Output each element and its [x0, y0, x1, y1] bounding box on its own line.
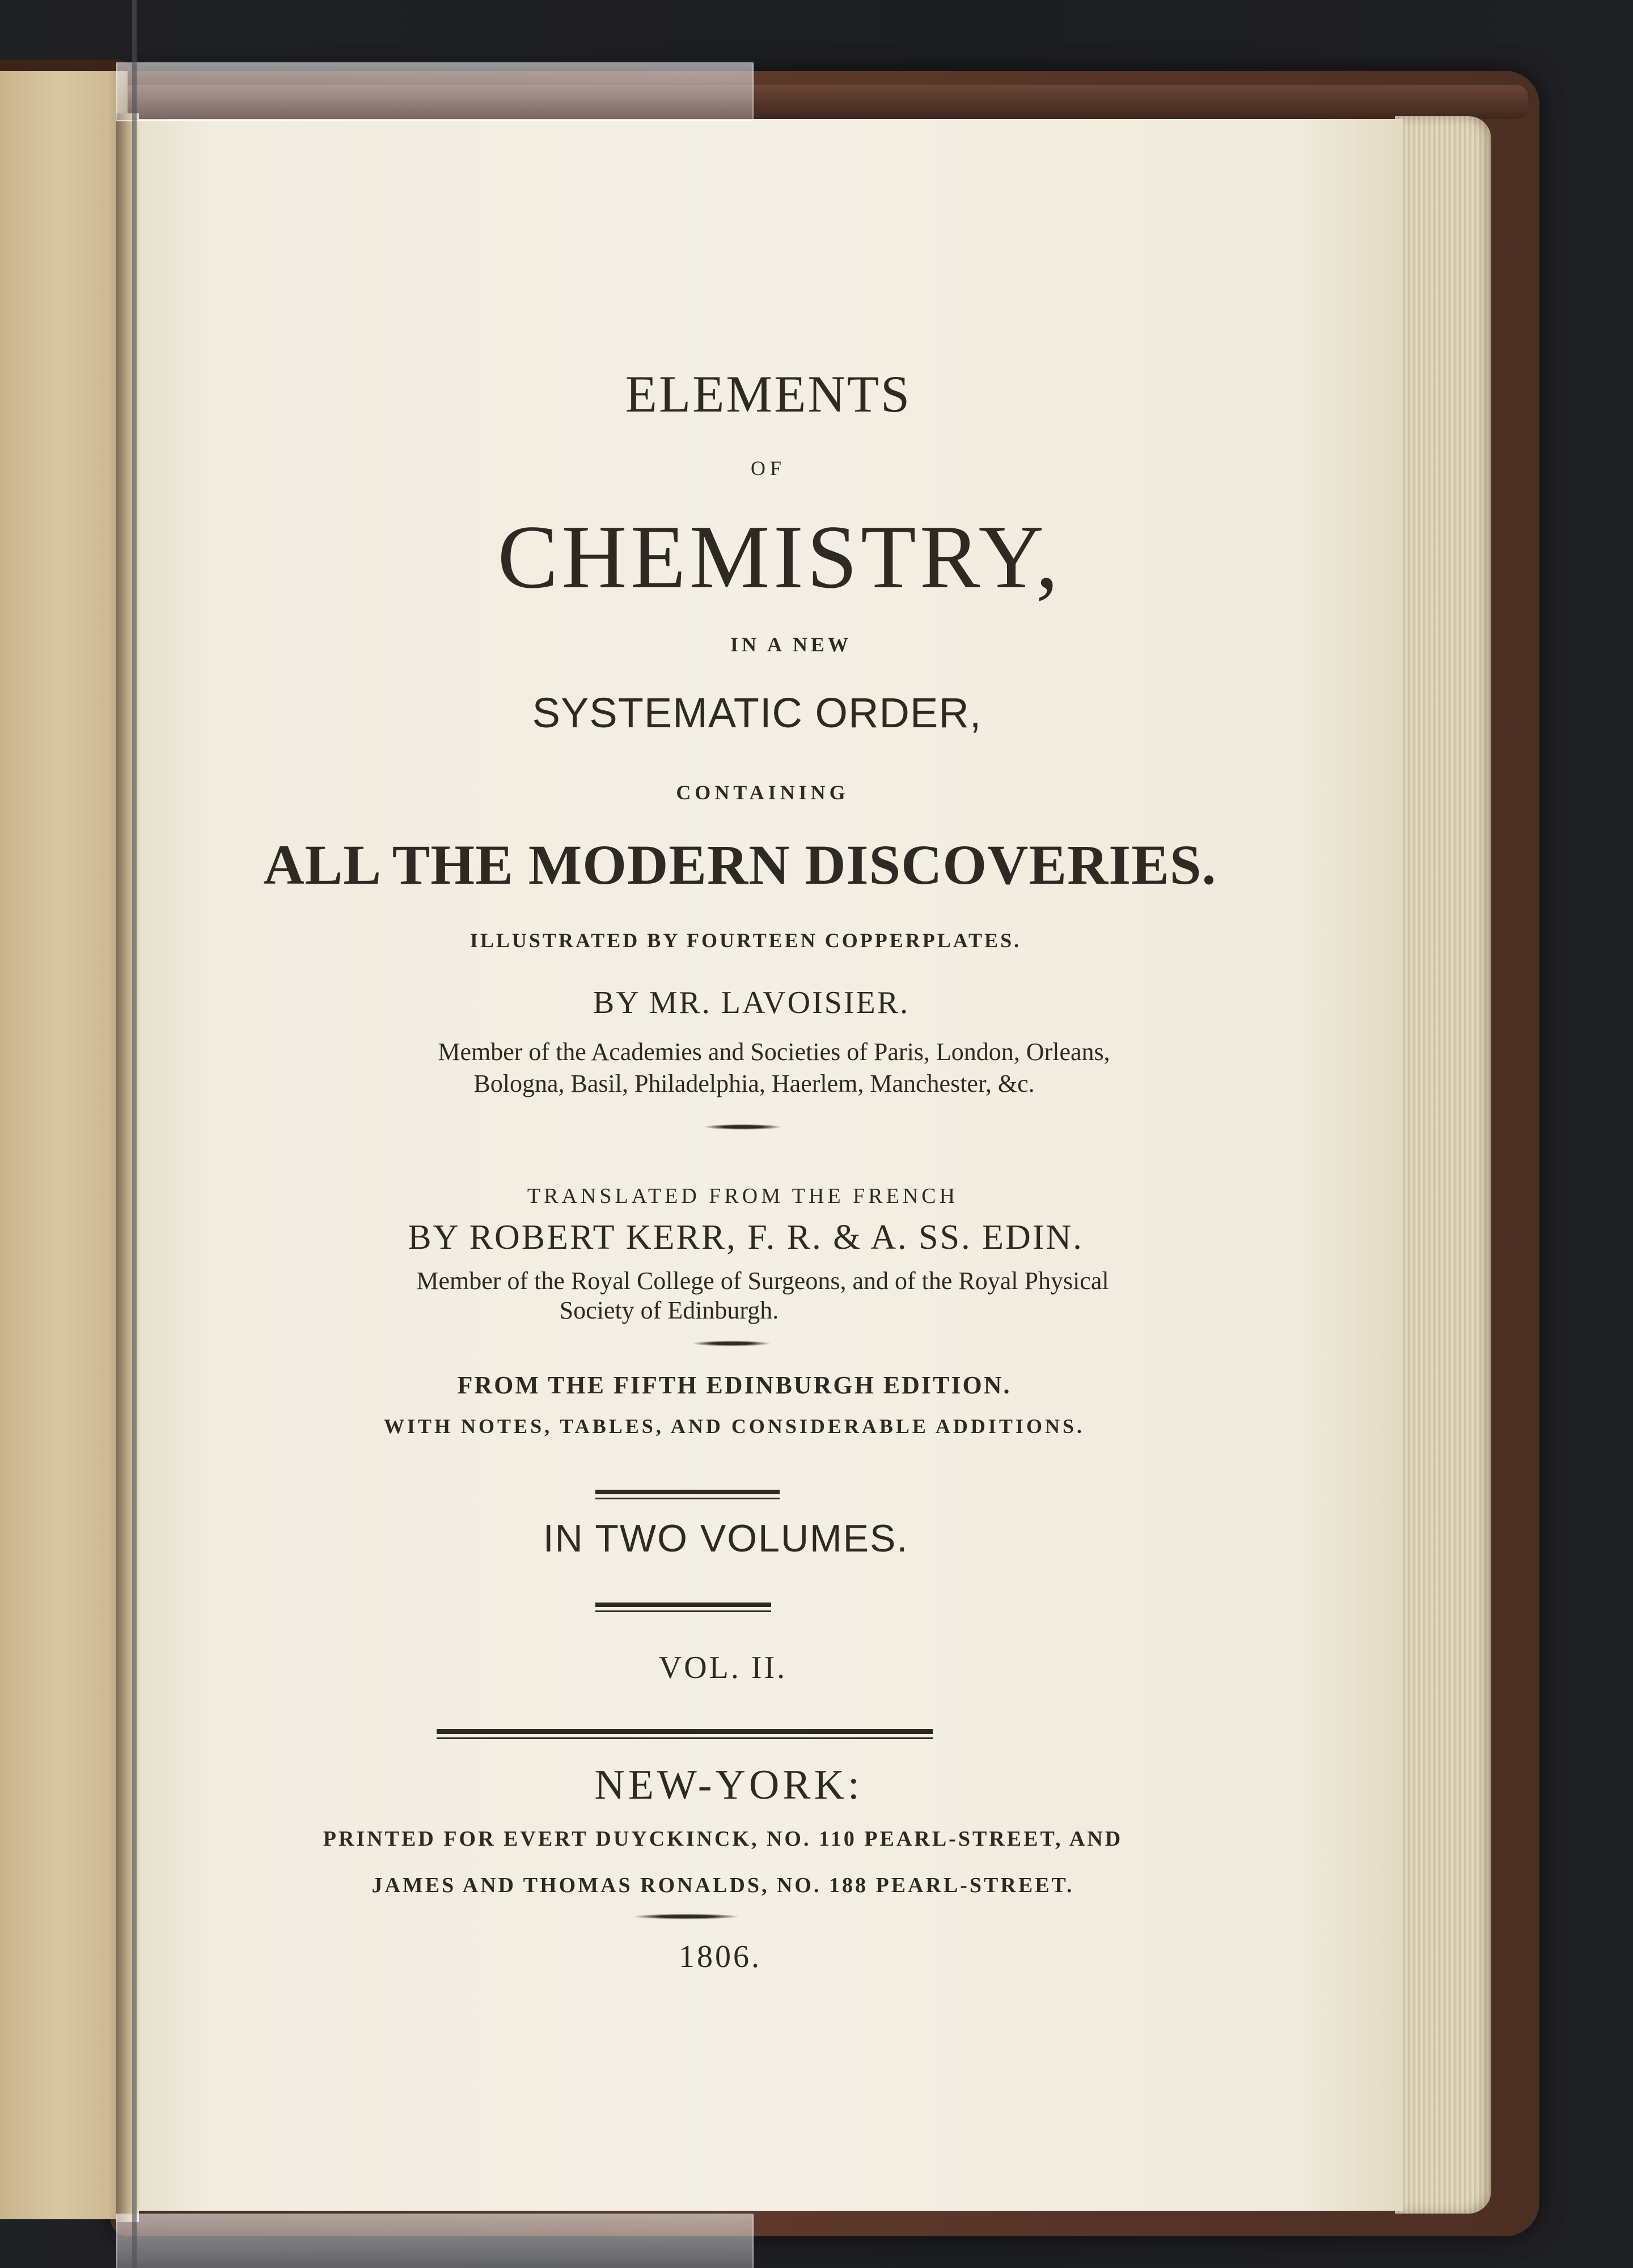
imprint-year: 1806. [679, 1939, 761, 1974]
subtitle-systematic-order: SYSTEMATIC ORDER, [532, 689, 982, 736]
main-title: CHEMISTRY, [497, 506, 1062, 607]
author-membership-1: Member of the Academies and Societies of Paris, London, Orleans, [438, 1038, 1110, 1066]
double-rule [595, 1490, 780, 1494]
edition-line: FROM THE FIFTH EDINBURGH EDITION. [457, 1371, 1012, 1399]
translator-line: BY ROBERT KERR, F. R. & A. SS. EDIN. [408, 1218, 1084, 1257]
printer-line-2: JAMES AND THOMAS RONALDS, NO. 188 PEARL-STREET. [371, 1873, 1074, 1897]
additions-line: WITH NOTES, TABLES, AND CONSIDERABLE ADDITIONS. [384, 1415, 1085, 1438]
imprint-place: NEW-YORK: [594, 1762, 863, 1808]
page-edges [1395, 116, 1491, 2214]
title-of: OF [750, 457, 786, 480]
clamp-strip-top [116, 62, 754, 121]
ornament-divider [692, 1341, 771, 1346]
ornament-divider [632, 1914, 740, 1919]
long-double-rule [437, 1729, 933, 1734]
printer-line-1: PRINTED FOR EVERT DUYCKINCK, NO. 110 PEARL-STREET, AND [323, 1827, 1123, 1851]
author-line: BY MR. LAVOISIER. [593, 985, 910, 1020]
translator-membership-1: Member of the Royal College of Surgeons, and of the Royal Physical [416, 1267, 1109, 1295]
title-page-text [133, 119, 1403, 2211]
volume-number: VOL. II. [658, 1650, 788, 1685]
author-membership-2: Bologna, Basil, Philadelphia, Haerlem, Manchester, &c. [473, 1070, 1035, 1097]
illustration-note: ILLUSTRATED BY FOURTEEN COPPERPLATES. [469, 929, 1022, 952]
double-rule [595, 1603, 771, 1607]
volumes-line: IN TWO VOLUMES. [543, 1517, 909, 1560]
translated-from: TRANSLATED FROM THE FRENCH [527, 1184, 959, 1208]
subtitle-containing: CONTAINING [676, 781, 849, 804]
clamp-strip-bottom [116, 2214, 754, 2268]
ornament-divider [703, 1124, 782, 1130]
translator-membership-2: Society of Edinburgh. [559, 1296, 779, 1324]
title-line: ELEMENTS [625, 365, 912, 423]
subtitle-in-a-new: IN A NEW [730, 633, 852, 656]
subtitle-discoveries: ALL THE MODERN DISCOVERIES. [263, 833, 1217, 896]
